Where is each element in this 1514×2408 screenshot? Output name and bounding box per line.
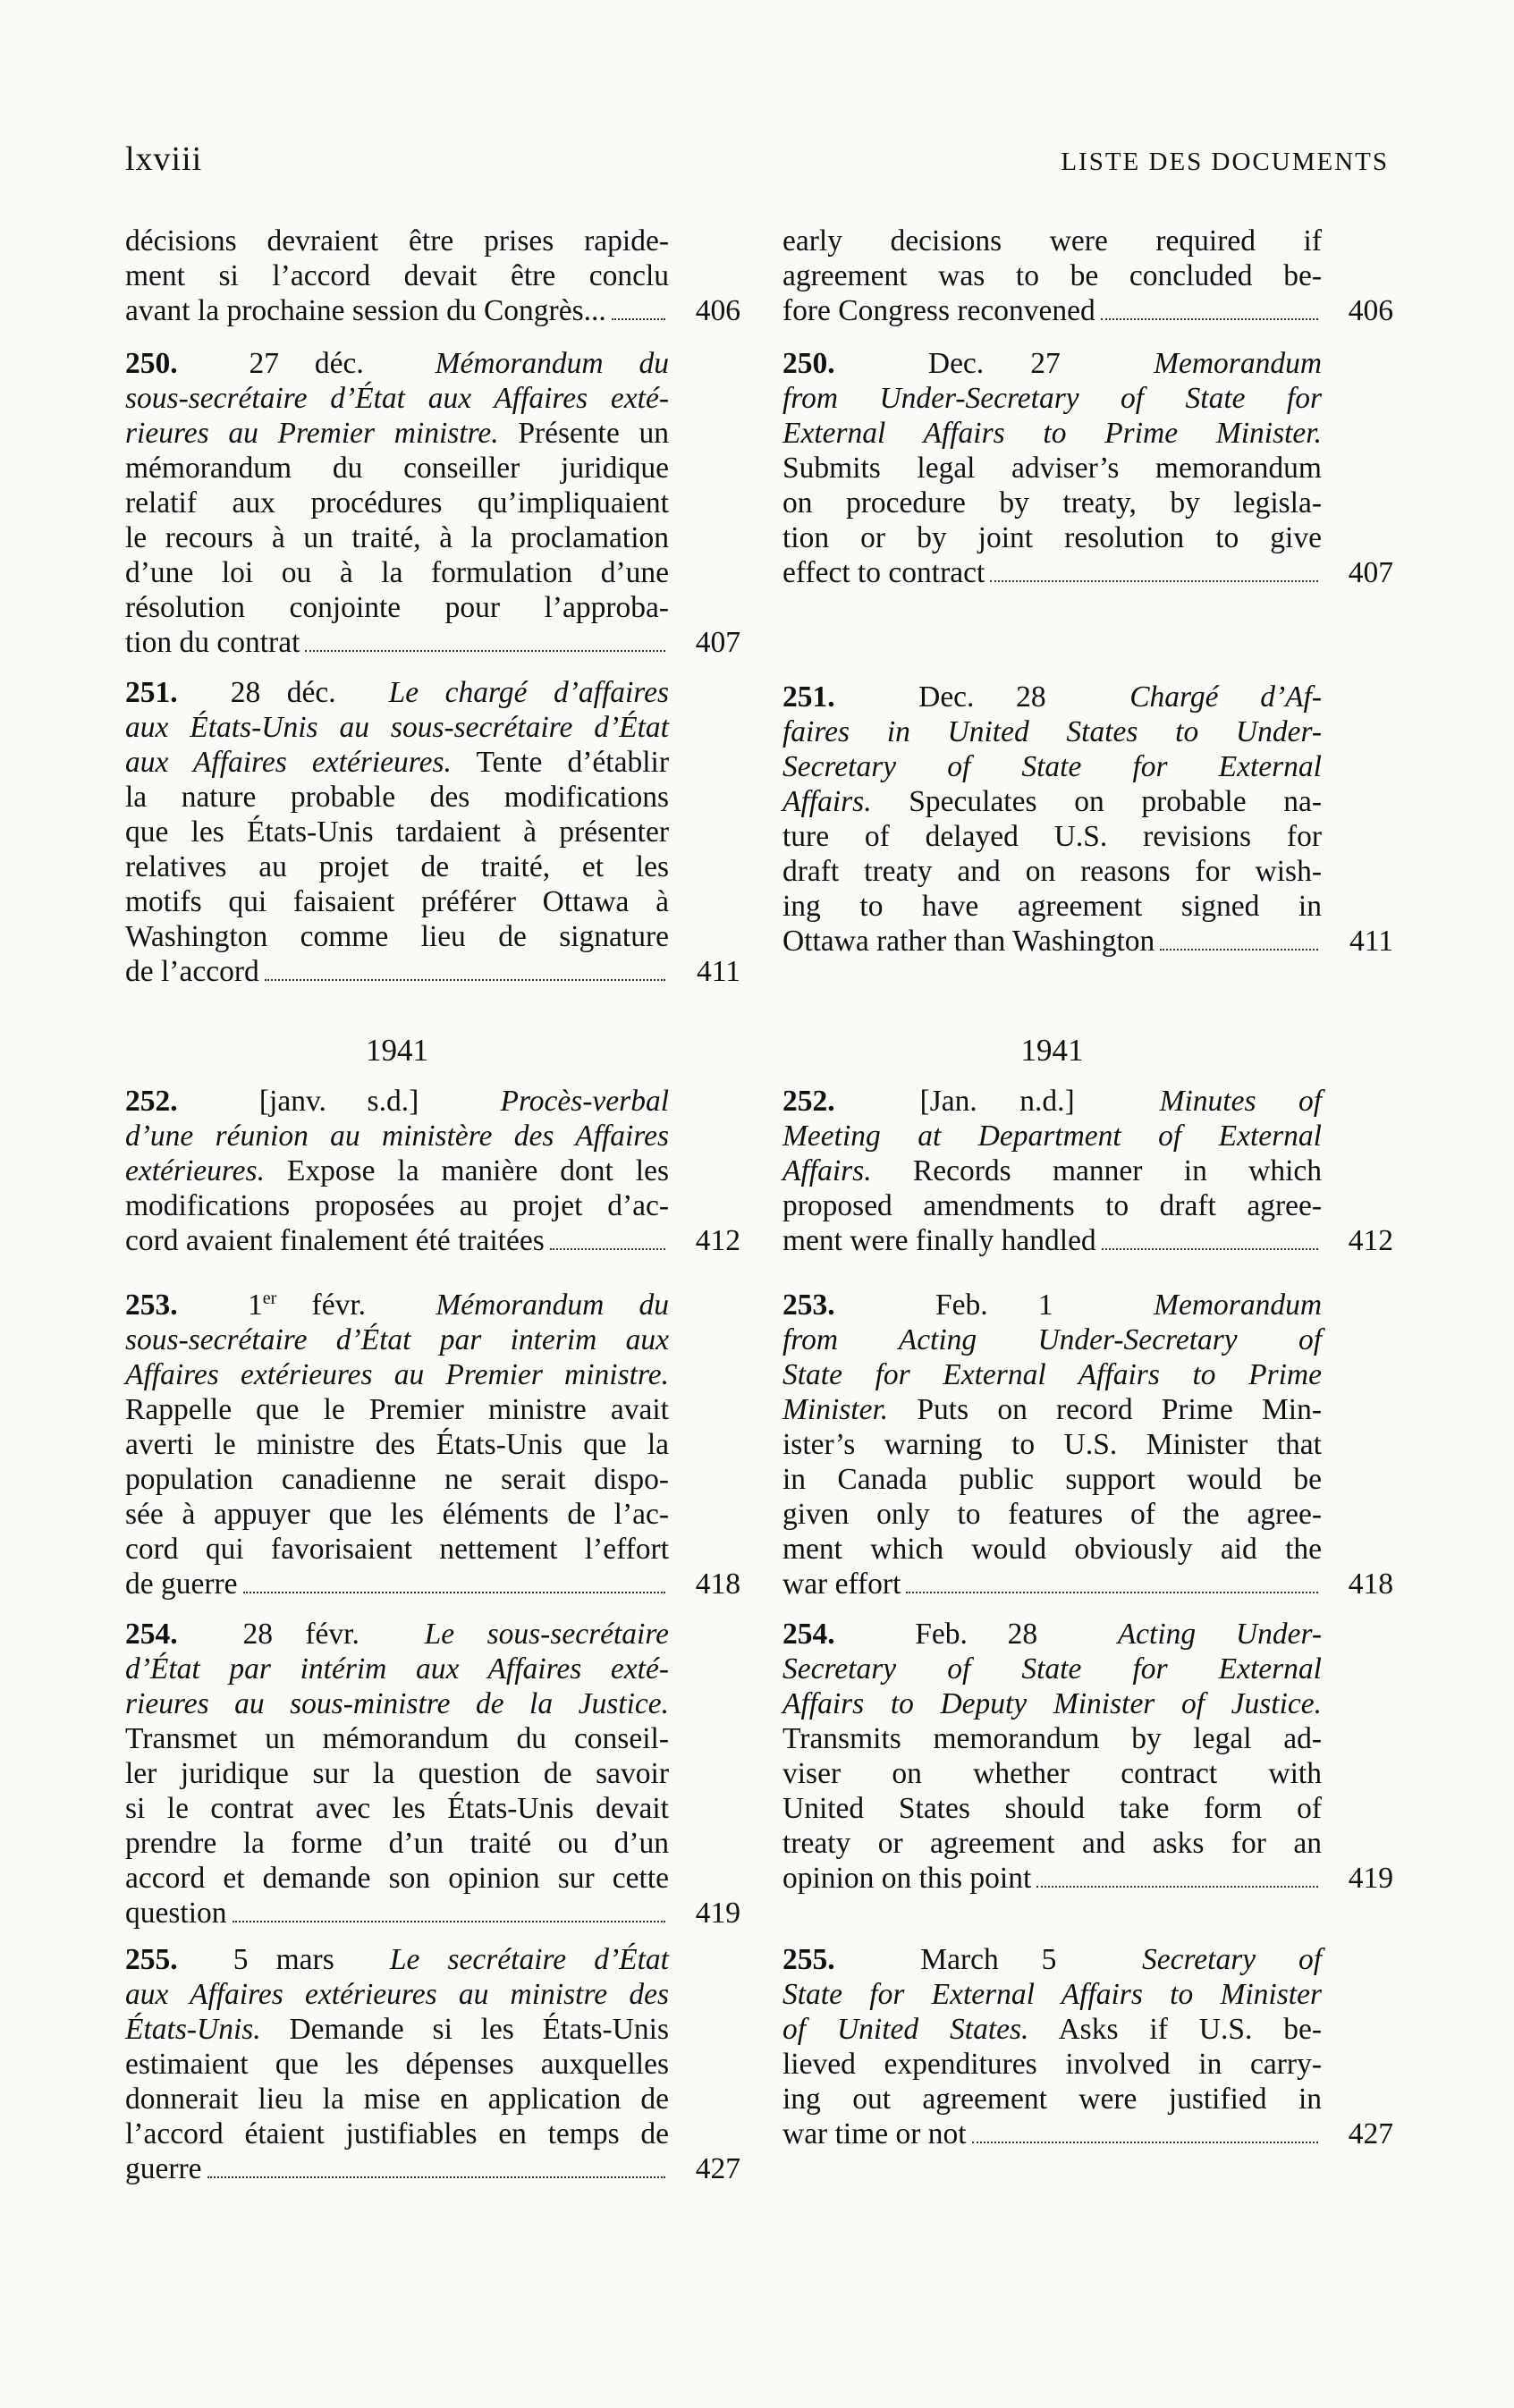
entry-251-fr: 251. 28 déc. Le chargé d’affaires aux États-Unis au sous-secrétaire d’État aux Affaires extérieures. Tente d’établir la nature probable des modifications que les États-Unis tardaient à présenter relatives au projet de traité, et les motifs qui faisaient préférer Ottawa à Washington comme lieu de signature de l’accord 411 [125,676,740,988]
page-number: lxviii [125,140,203,178]
page-ref: 411 [696,955,740,988]
entry-254-fr: 254. 28 févr. Le sous-secrétaire d’État par intérim aux Affaires exté- rieures au sous-ministre de la Justice. Transmet un mémorandum du conseil- ler juridique sur la question de savoir si le contrat avec les États-Unis devait prendre la forme d’un traité ou d’un accord et demande son opinion sur cette question 419 [125,1618,740,1930]
dot-leader [550,1248,665,1250]
entry-252-fr: 252. [janv. s.d.] Procès-verbal d’une réunion au ministère des Affaires extérieures. Expose la manière dont les modifications proposées au projet d’ac- cord avaient finalement été traitées 412 [125,1085,740,1257]
page-ref: 419 [1348,1862,1393,1895]
entry-255-en: 255. March 5 Secretary of State for External Affairs to Minister of United States. Asks if U.S. be- lieved expenditures involved in carry- ing out agreement were justified in war time or not 427 [782,1943,1393,2150]
dot-leader [906,1592,1318,1593]
entry-255-fr: 255. 5 mars Le secrétaire d’État aux Affaires extérieures au ministre des États-Unis. Demande si les États-Unis estimaient que les dépenses auxquelles donnerait lieu la mise en application de l’accord étaient justifiables en temps de guerre 427 [125,1943,740,2185]
dot-leader [207,2176,665,2178]
page-ref: 407 [695,626,740,659]
year-heading: 1941 [1020,1033,1084,1068]
entry-251-en: 251. Dec. 28 Chargé d’Af- faires in United States to Under- Secretary of State for External Affairs. Speculates on probable na- ture of delayed U.S. revisions for draft treaty and on reasons for wish- ing to have agreement signed in Ottawa rather than Washington 411 [782,680,1393,958]
page-ref: 412 [1348,1224,1393,1257]
entry-252-en: 252. [Jan. n.d.] Minutes of Meeting at Department of External Affairs. Records manner in which proposed amendments to draft agree- ment were finally handled 412 [782,1085,1393,1257]
page-ref: 418 [695,1567,740,1601]
dot-leader [233,1921,665,1922]
entry-254-en: 254. Feb. 28 Acting Under- Secretary of State for External Affairs to Deputy Minister of Justice. Transmits memorandum by legal ad- viser on whether contract with United States should take form of treaty or agreement and asks for an opinion on this point 419 [782,1618,1393,1895]
dot-leader [265,979,665,981]
dot-leader [1101,318,1318,320]
page-header [125,139,1389,184]
page-ref: 406 [1348,294,1393,327]
dot-leader [1160,949,1318,951]
dot-leader [1102,1248,1318,1250]
entry-250-fr: 250. 27 déc. Mémorandum du sous-secrétaire d’État aux Affaires exté- rieures au Premier ministre. Présente un mémorandum du conseiller juridique relatif aux procédures qu’impliquaient le recours à un traité, à la proclamation d’une loi ou à la formulation d’une résolution conjointe pour l’approba- tion du contrat 407 [125,347,740,659]
year-heading: 1941 [366,1033,428,1068]
page-ref: 411 [1349,925,1393,958]
entry-253-fr: 253. 1er févr. Mémorandum du sous-secrétaire d’État par interim aux Affaires extérieures au Premier ministre. Rappelle que le Premier ministre avait averti le ministre des États-Unis que la population canadienne ne serait dispo- sée à appuyer que les éléments de l’ac- cord qui favorisaient nettement l’effort de guerre 418 [125,1288,740,1601]
page-ref: 418 [1348,1567,1393,1601]
dot-leader [305,650,665,652]
entry-253-en: 253. Feb. 1 Memorandum from Acting Under-Secretary of State for External Affairs to Prime Minister. Puts on record Prime Min- ister’s warning to U.S. Minister that in Canada public support would be given only to features of the agree- ment which would obviously aid the war effort 418 [782,1288,1393,1601]
entry-250-en: 250. Dec. 27 Memorandum from Under-Secretary of State for External Affairs to Prime Minister. Submits legal adviser’s memorandum on procedure by treaty, by legisla- tion or by joint resolution to give effect to contract 407 [782,347,1393,589]
page-ref: 406 [695,294,740,327]
entry-continuation-fr: décisions devraient être prises rapide- ment si l’accord devait être conclu avant la prochaine session du Congrès... 406 [125,224,740,327]
page-ref: 412 [695,1224,740,1257]
dot-leader [612,318,665,320]
dot-leader [972,2142,1318,2143]
page-ref: 427 [695,2152,740,2185]
page-ref: 427 [1348,2117,1393,2150]
entry-continuation-en: early decisions were required if agreement was to be concluded be- fore Congress reconvened 406 [782,224,1393,327]
running-title: LISTE DES DOCUMENTS [1061,148,1389,176]
dot-leader [990,580,1318,582]
page-ref: 419 [695,1897,740,1930]
dot-leader [243,1592,665,1593]
dot-leader [1036,1886,1318,1888]
page-ref: 407 [1348,556,1393,589]
